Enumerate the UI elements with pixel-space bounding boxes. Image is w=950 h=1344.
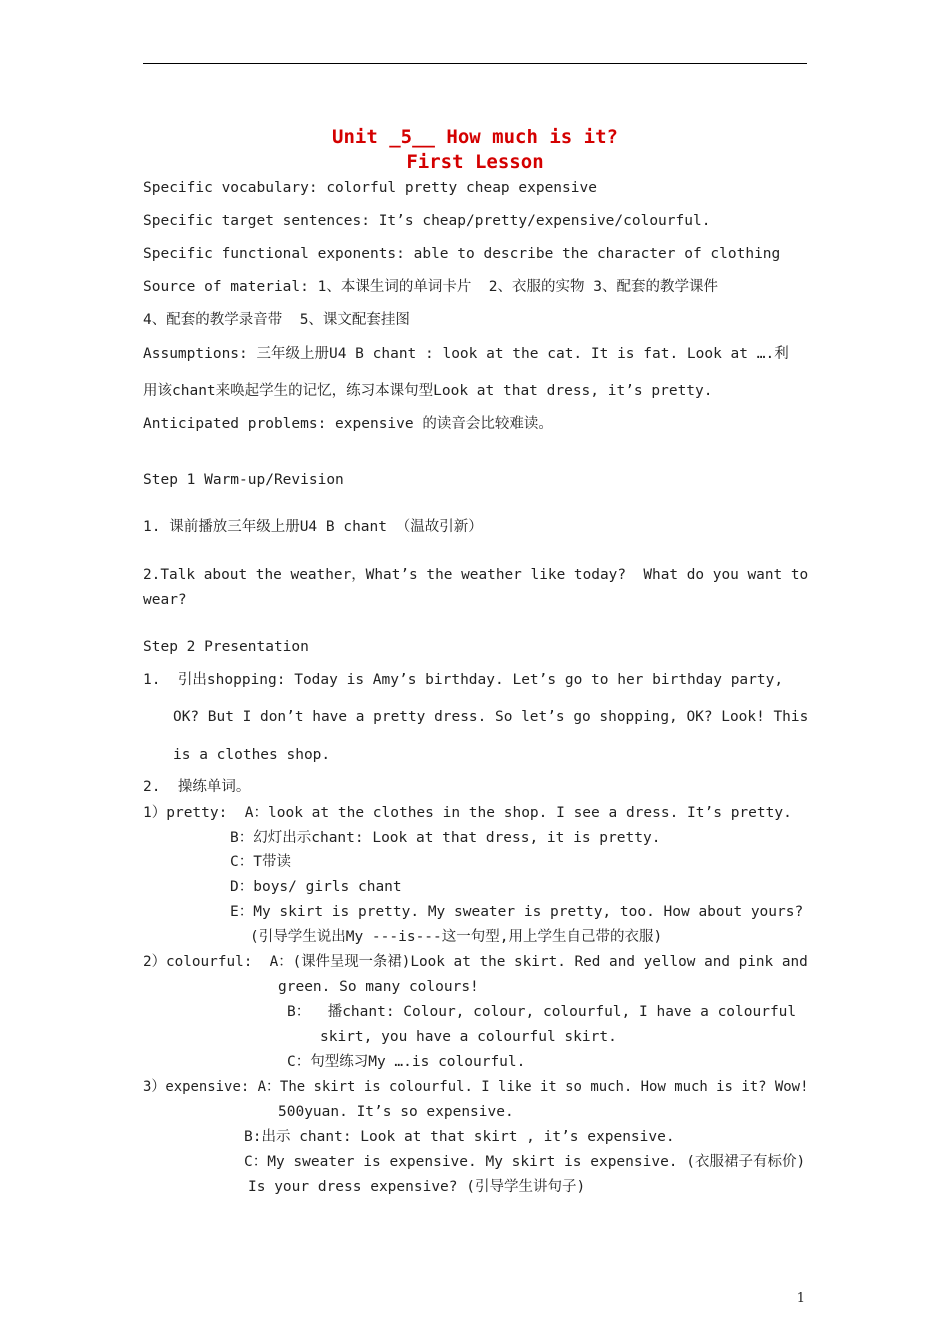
presentation-item-2: 2. 操练单词。 xyxy=(143,779,251,795)
presentation-item-1-cont: OK? But I don’t have a pretty dress. So let’s go shopping, OK? Look! This xyxy=(173,709,809,725)
header-rule xyxy=(143,63,807,64)
presentation-item-1-end: is a clothes shop. xyxy=(173,747,331,763)
colourful-step-b-cont: skirt, you have a colourful skirt. xyxy=(320,1029,617,1045)
step1-item-2: 2.Talk about the weather，What’s the weather like today? What do you want to xyxy=(143,567,809,583)
colourful-step-a-cont: green. So many colours! xyxy=(278,979,479,995)
expensive-step-a-cont: 500yuan. It’s so expensive. xyxy=(278,1104,514,1120)
lesson-title: First Lesson xyxy=(406,151,544,173)
step2-heading: Step 2 Presentation xyxy=(143,639,309,655)
specific-vocabulary: Specific vocabulary: colorful pretty cheap expensive xyxy=(143,180,597,196)
colourful-step-a: 2）colourful: A：(课件呈现一条裙)Look at the skirt. Red and yellow and pink and xyxy=(143,954,808,970)
unit-title: Unit _5__ How much is it? xyxy=(332,126,618,148)
specific-functional-exponents: Specific functional exponents: able to describe the character of clothing xyxy=(143,246,781,262)
pretty-step-e: E：My skirt is pretty. My sweater is pretty, too. How about yours? xyxy=(230,904,804,920)
pretty-step-d: D：boys/ girls chant xyxy=(230,879,402,895)
pretty-step-note: (引导学生说出My ---is---这一句型,用上学生自己带的衣服) xyxy=(250,929,663,945)
presentation-item-1: 1. 引出shopping: Today is Amy’s birthday. Let’s go to her birthday party, xyxy=(143,672,784,688)
source-of-material-cont: 4、配套的教学录音带 5、课文配套挂图 xyxy=(143,312,410,328)
expensive-step-b: B:出示 chant: Look at that skirt , it’s expensive. xyxy=(244,1129,675,1145)
anticipated-problems: Anticipated problems: expensive 的读音会比较难读。 xyxy=(143,416,553,432)
expensive-step-a: 3）expensive: A：The skirt is colourful. I like it so much. How much is it? Wow! xyxy=(143,1079,809,1095)
source-of-material: Source of material: 1、本课生词的单词卡片 2、衣服的实物 3、配套的教学课件 xyxy=(143,279,718,295)
expensive-step-c: C：My sweater is expensive. My skirt is expensive. (衣服裙子有标价) xyxy=(244,1154,806,1170)
pretty-step-a: 1）pretty: A：look at the clothes in the shop. I see a dress. It’s pretty. xyxy=(143,805,792,821)
pretty-step-b: B：幻灯出示chant: Look at that dress, it is pretty. xyxy=(230,830,661,846)
assumptions-cont: 用该chant来唤起学生的记忆，练习本课句型Look at that dress, it’s pretty. xyxy=(143,383,713,399)
page-number: 1 xyxy=(796,1291,805,1306)
assumptions: Assumptions: 三年级上册U4 B chant : look at the cat. It is fat. Look at ….利 xyxy=(143,346,789,362)
step1-heading: Step 1 Warm-up/Revision xyxy=(143,472,344,488)
step1-item-2-cont: wear? xyxy=(143,592,187,608)
specific-target-sentences: Specific target sentences: It’s cheap/pretty/expensive/colourful. xyxy=(143,213,711,229)
colourful-step-c: C：句型练习My ….is colourful. xyxy=(287,1054,526,1070)
step1-item-1: 1. 课前播放三年级上册U4 B chant （温故引新） xyxy=(143,519,483,535)
pretty-step-c: C：T带读 xyxy=(230,854,291,870)
expensive-step-c-cont: Is your dress expensive? (引导学生讲句子) xyxy=(248,1179,586,1195)
colourful-step-b: B： 播chant: Colour, colour, colourful, I have a colourful xyxy=(287,1004,797,1020)
